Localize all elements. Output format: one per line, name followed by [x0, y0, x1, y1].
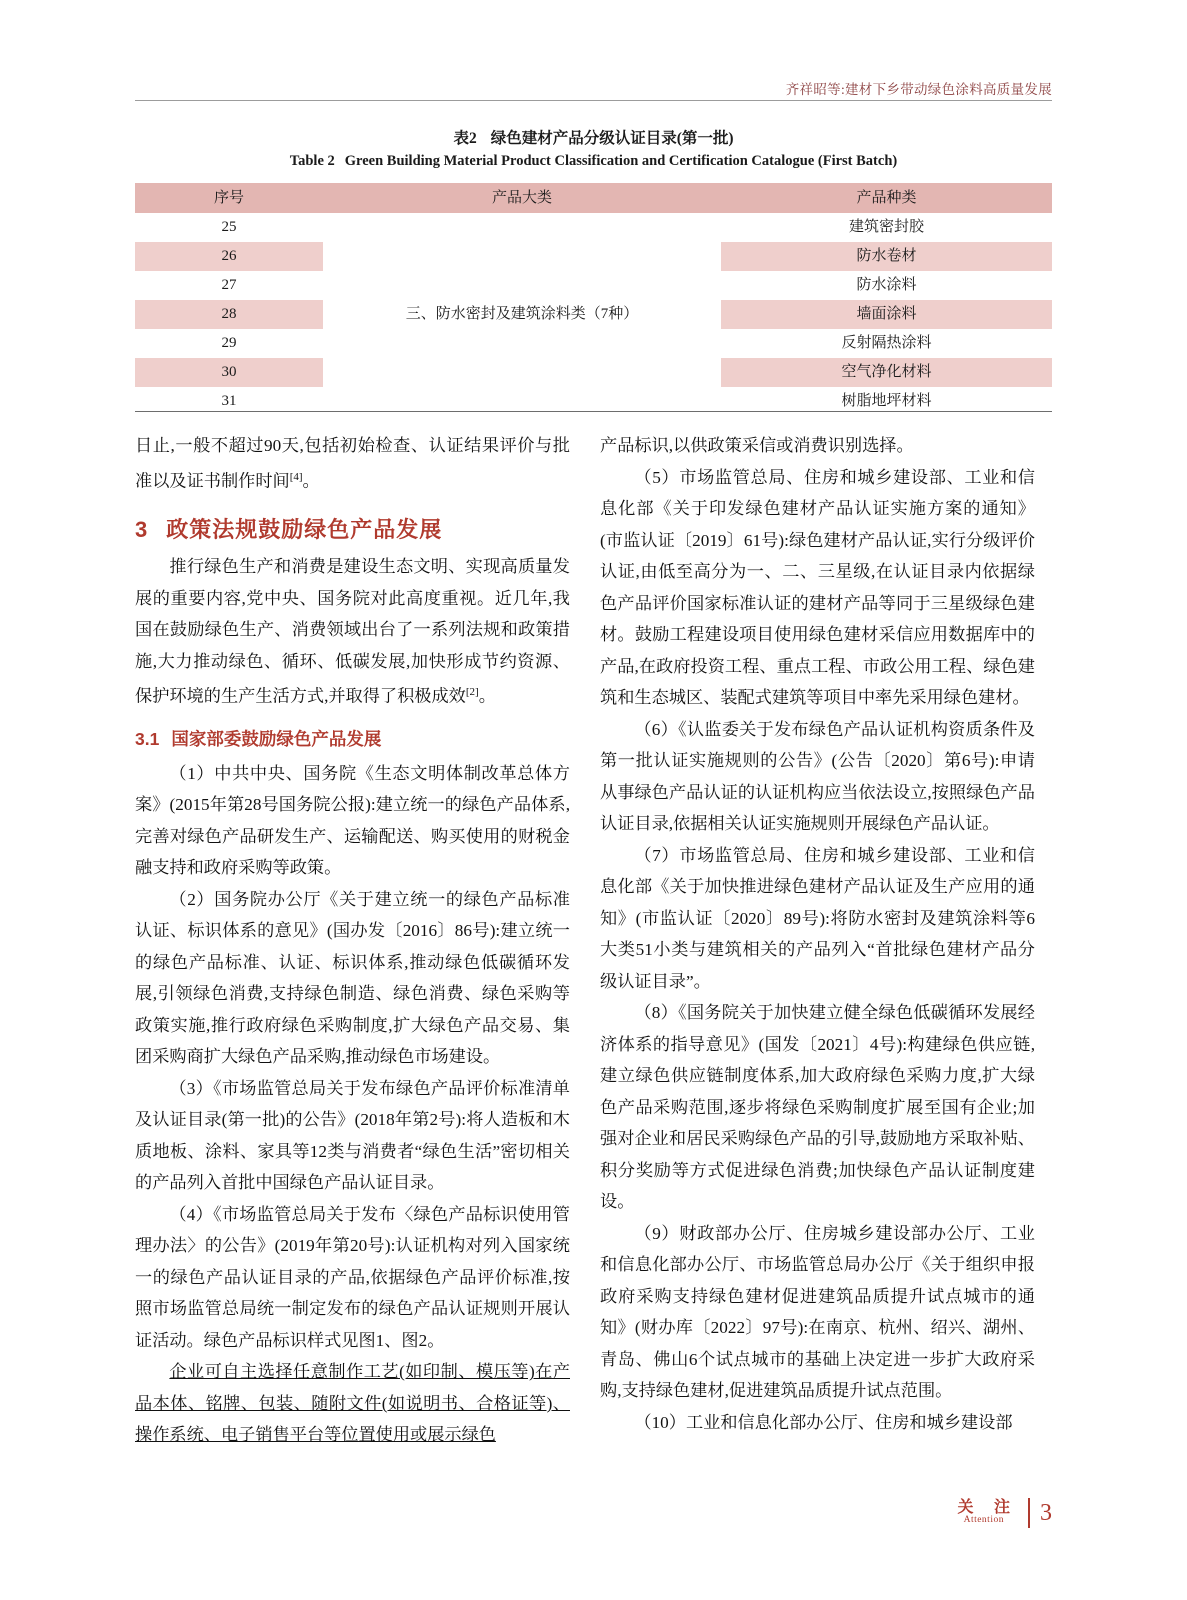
table-caption-cn — [135, 126, 1052, 148]
table-caption-en-text: Green Building Material Product Classification and Certification Catalogue (First Batch) — [344, 153, 898, 169]
section-intro-tail: 。 — [478, 686, 496, 706]
footer-label-en: Attention — [963, 1515, 1004, 1526]
continued-paragraph-tail: 。 — [302, 471, 320, 491]
page-footer — [950, 1498, 1052, 1528]
table-header-cell-no: 序号 — [135, 183, 323, 213]
cell-no: 27 — [135, 271, 323, 300]
cell-kind: 墙面涂料 — [721, 300, 1052, 329]
table-caption-cn-text: 绿色建材产品分级认证目录(第一批) — [490, 130, 734, 147]
policy-item-10: （10）工业和信息化部办公厅、住房和城乡建设部 — [634, 1412, 1013, 1432]
policy-item-1: （1）中共中央、国务院《生态文明体制改革总体方案》(2015年第28号国务院公报):建立统一的绿色产品体系,完善对绿色产品研发生产、运输配送、购买使用的财税金融支持和政府采购等政策。 — [135, 763, 570, 878]
subsection-title: 国家部委鼓励绿色产品发展 — [171, 729, 382, 750]
policy-item-7: （7）市场监管总局、住房和城乡建设部、工业和信息化部《关于加快推进绿色建材产品认证及生产应用的通知》(市监认证〔2020〕89号):将防水密封及建筑涂料等6大类51小类与建筑相关的产品列入“首批绿色建材产品分级认证目录”。 — [600, 845, 1035, 991]
cell-kind: 树脂地坪材料 — [721, 387, 1052, 416]
cell-kind: 建筑密封胶 — [721, 213, 1052, 242]
reference-marker-4: [4] — [289, 470, 303, 483]
policy-item-2: （2）国务院办公厅《关于建立统一的绿色产品标准认证、标识体系的意见》(国办发〔2016〕86号):建立统一的绿色产品标准、认证、标识体系,推动绿色低碳循环发展,引领绿色消费,支持绿色制造、绿色消费、绿色采购等政策实施,推行政府绿色采购制度,扩大绿色产品交易、集团采购商扩大绿色产品采购,推动绿色市场建设。 — [135, 889, 570, 1067]
table-header-cell-category: 产品大类 — [323, 183, 721, 213]
running-head: 齐祥昭等:建材下乡带动绿色涂料高质量发展 — [785, 82, 1052, 97]
cell-no: 25 — [135, 213, 323, 242]
section-number: 3 — [135, 516, 149, 542]
cell-no: 26 — [135, 242, 323, 271]
policy-item-3: （3）《市场监管总局关于发布绿色产品评价标准清单及认证目录(第一批)的公告》(2018年第2号):将人造板和木质地板、涂料、家具等12类与消费者“绿色生活”密切相关的产品列入首批中国绿色产品认证目录。 — [135, 1078, 570, 1193]
policy-item-5: （5）市场监管总局、住房和城乡建设部、工业和信息化部《关于印发绿色建材产品认证实施方案的通知》(市监认证〔2019〕61号):绿色建材产品认证,实行分级评价认证,由低至高分为一、二、三星级,在认证目录内依据绿色产品评价国家标准认证的建材产品等同于三星级绿色建材。鼓励工程建设项目使用绿色建材采信应用数据库中的产品,在政府投资工程、重点工程、市政公用工程、绿色建筑和生态城区、装配式建筑等项目中率先采用绿色建材。 — [600, 467, 1035, 707]
policy-item-9: （9）财政部办公厅、住房城乡建设部办公厅、工业和信息化部办公厅、市场监管总局办公厅《关于组织申报政府采购支持绿色建材促进建筑品质提升试点城市的通知》(财办库〔2022〕97号):在南京、杭州、绍兴、湖州、青岛、佛山6个试点城市的基础上决定进一步扩大政府采购,支持绿色建材,促进建筑品质提升试点范围。 — [600, 1223, 1035, 1400]
section-intro-paragraph — [135, 551, 570, 712]
footer-divider — [1028, 1498, 1030, 1528]
subsection-number: 3.1 — [135, 729, 160, 750]
cell-kind: 防水卷材 — [721, 242, 1052, 271]
subsection-heading-3-1 — [135, 724, 570, 756]
footer-section-label — [950, 1500, 1018, 1527]
continued-paragraph — [135, 430, 570, 497]
section-intro-text: 推行绿色生产和消费是建设生态文明、实现高质量发展的重要内容,党中央、国务院对此高度重视。近几年,我国在鼓励绿色生产、消费领域出台了一系列法规和政策措施,大力推动绿色、循环、低碳发展,加快形成节约资源、保护环境的生产生活方式,并取得了积极成效 — [135, 557, 570, 706]
section-heading-3 — [135, 514, 570, 546]
table-row — [135, 213, 1052, 242]
policy-item-4: （4）《市场监管总局关于发布〈绿色产品标识使用管理办法〉的公告》(2019年第20号):认证机构对列入国家统一的绿色产品认证目录的产品,依据绿色产品评价标准,按照市场监管总局统一制定发布的绿色产品认证规则开展认证活动。绿色产品标识样式见图1、图2。 — [135, 1204, 570, 1350]
underlined-paragraph: 企业可自主选择任意制作工艺(如印制、模压等)在产品本体、铭牌、包装、随附文件(如说明书、合格证等)、操作系统、电子销售平台等位置使用或展示绿色 — [135, 1362, 570, 1445]
continued-paragraph-text: 日止,一般不超过90天,包括初始检查、认证结果评价与批准以及证书制作时间 — [135, 436, 570, 491]
cell-category-group: 三、防水密封及建筑涂料类（7种） — [323, 213, 721, 416]
table-bottom-rule — [135, 411, 1052, 412]
left-column — [135, 430, 570, 1451]
cell-no: 30 — [135, 358, 323, 387]
reference-marker-2: [2] — [465, 686, 479, 699]
table-header-cell-kind: 产品种类 — [721, 183, 1052, 213]
cell-no: 29 — [135, 329, 323, 358]
policy-item-8: （8）《国务院关于加快建立健全绿色低碳循环发展经济体系的指导意见》(国发〔2021〕4号):构建绿色供应链,建立绿色供应链制度体系,加大政府绿色采购力度,扩大绿色产品采购范围,逐步将绿色采购制度扩展至国有企业;加强对企业和居民采购绿色产品的引导,鼓励地方采取补贴、积分奖励等方式促进绿色消费;加快绿色产品认证制度建设。 — [600, 1003, 1035, 1211]
table-caption-en-number: Table 2 — [289, 153, 335, 169]
cell-kind: 空气净化材料 — [721, 358, 1052, 387]
table-caption-cn-number: 表2 — [453, 130, 477, 147]
cell-no: 28 — [135, 300, 323, 329]
page-number: 3 — [1040, 1499, 1052, 1526]
cell-kind: 防水涂料 — [721, 271, 1052, 300]
table-header-row — [135, 183, 1052, 213]
section-title: 政策法规鼓励绿色产品发展 — [166, 516, 443, 542]
certification-catalogue-table — [135, 183, 1052, 416]
right-column — [600, 430, 1035, 1438]
cell-no: 31 — [135, 387, 323, 416]
policy-item-6: （6）《认监委关于发布绿色产品认证机构资质条件及第一批认证实施规则的公告》(公告〔2020〕第6号):申请从事绿色产品认证的认证机构应当依法设立,按照绿色产品认证目录,依据相关认证实施规则开展绿色产品认证。 — [600, 719, 1035, 833]
running-head-rule — [135, 100, 1052, 101]
table-caption-en — [135, 153, 1052, 170]
cell-kind: 反射隔热涂料 — [721, 329, 1052, 358]
footer-label-cn: 关 注 — [957, 1498, 1018, 1516]
continued-paragraph: 产品标识,以供政策采信或消费识别选择。 — [600, 436, 914, 455]
